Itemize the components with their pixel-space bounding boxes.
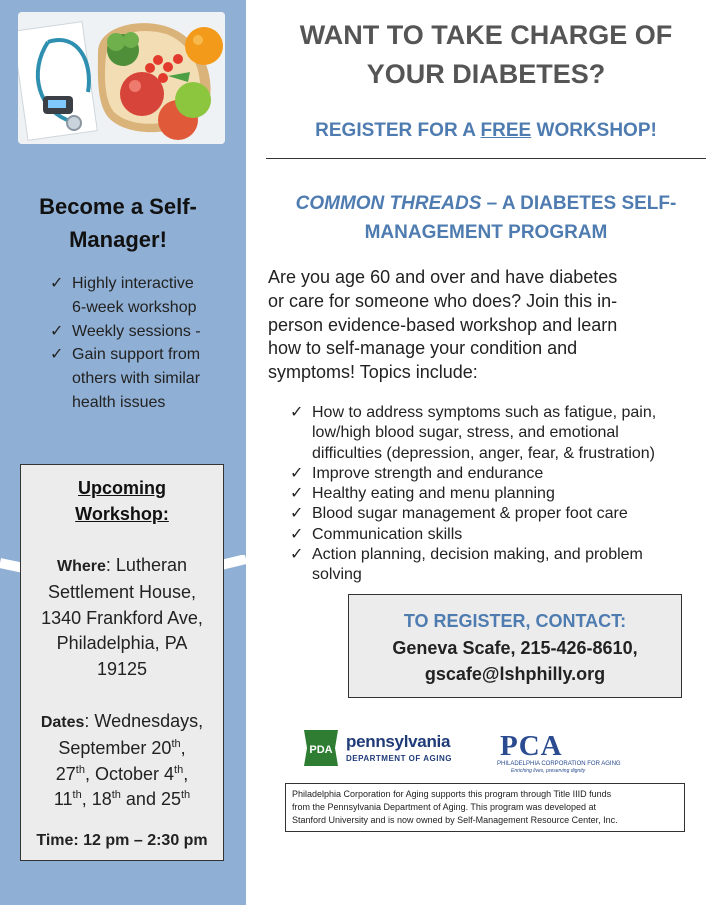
topics-list (290, 403, 708, 586)
pennsylvania-department-of-aging-logo: PDA pennsylvania DEPARTMENT OF AGING (302, 728, 466, 770)
workshop-location: Where: Lutheran Settlement House, 1340 Frankford Ave, Philadelphia, PA 19125 (41, 555, 203, 680)
checkmark-icon: ✓ (50, 346, 64, 364)
sidebar-title-line2: Manager! (69, 227, 167, 252)
topic-item: ✓ Communication skills (290, 525, 708, 545)
checkmark-icon: ✓ (290, 485, 304, 503)
register-contact-box (348, 594, 682, 698)
checkmark-icon: ✓ (290, 505, 304, 523)
sidebar-title-line1: Become a Self- (39, 194, 197, 219)
program-name-heading: COMMON THREADS – A DIABETES SELF- MANAGEMENT PROGRAM (295, 193, 677, 243)
workshop-time: Time: 12 pm – 2:30 pm (36, 832, 208, 850)
contact-email[interactable]: gscafe@lshphilly.org (424, 664, 606, 684)
hero-illustration (18, 12, 225, 144)
upcoming-workshop-box (20, 464, 224, 861)
workshop-dates: Dates: Wednesdays, September 20th, 27th, October 4th, 11th, 18th and 25th (40, 710, 204, 810)
benefit-item: ✓ Weekly sessions - (50, 320, 235, 344)
benefit-item: ✓ Gain support from others with similar health issues (50, 343, 235, 414)
register-subtitle: REGISTER FOR A FREE WORKSHOP! (315, 120, 657, 141)
healthy-food-stethoscope-photo (18, 12, 225, 144)
upcoming-workshop-heading: Upcoming Workshop: (75, 478, 169, 524)
benefit-item: ✓ Highly interactive 6-week workshop (50, 272, 235, 320)
page-title: WANT TO TAKE CHARGE OF YOUR DIABETES? (299, 20, 673, 89)
checkmark-icon: ✓ (290, 404, 304, 421)
become-self-manager-heading (10, 190, 226, 256)
topic-item: ✓ Blood sugar management & proper foot care (290, 504, 708, 524)
topic-item: ✓ How to address symptoms such as fatigue, pain, low/high blood sugar, stress, and emotional difficulties (depression, anger, fear, & frustration) (290, 404, 657, 462)
topic-item: ✓ Healthy eating and menu planning (290, 484, 708, 504)
contact-name-phone: Geneva Scafe, 215-426-8610, (392, 638, 638, 658)
intro-paragraph: Are you age 60 and over and have diabetes or care for someone who does? Join this in- person evidence-based workshop and learn how to self-manage your condition and symptoms! Topics include: (268, 267, 618, 383)
checkmark-icon: ✓ (50, 275, 64, 292)
checkmark-icon: ✓ (50, 322, 64, 340)
pca-logo: PCA PHILADELPHIA CORPORATION FOR AGING Enriching lives, preserving dignity (497, 730, 621, 774)
divider (266, 158, 706, 159)
checkmark-icon: ✓ (290, 546, 304, 564)
contact-heading: TO REGISTER, CONTACT: (403, 611, 627, 631)
svg-text:PDA: PDA (309, 744, 333, 756)
checkmark-icon: ✓ (290, 464, 304, 482)
benefits-list (50, 272, 235, 415)
topic-item: ✓ Action planning, decision making, and problem solving (290, 546, 643, 584)
checkmark-icon: ✓ (290, 525, 304, 543)
topic-item: ✓ Improve strength and endurance (290, 464, 708, 484)
funding-note: Philadelphia Corporation for Aging supports this program through Title IIID funds from the Pennsylvania Department of Aging. This program was developed at Stanford University and is now owned by Self-Management Resource Center, Inc. (285, 783, 685, 832)
keystone-icon (302, 728, 340, 768)
